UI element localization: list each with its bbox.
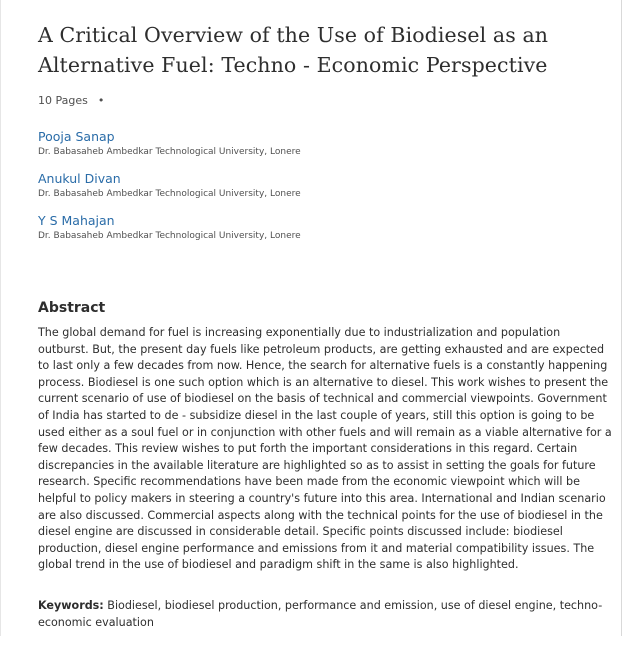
paper-title: A Critical Overview of the Use of Biodiesel as an Alternative Fuel: Techno - Economic Perspective [38,23,549,77]
abstract-heading: Abstract [38,300,106,316]
left-border [0,0,1,636]
keywords-label: Keywords: [38,599,104,612]
keywords [38,598,613,631]
author-item [38,171,610,201]
abstract-text: The global demand for fuel is increasing exponentially due to industrialization and population outburst. But, the present day fuels like petroleum products, are getting exhausted and are expected to last only a few decades from now. Hence, the search for alternative fuels is a constantly happening process. Biodiesel is one such option which is an alternative to diesel. This work wishes to present the current scenario of use of biodiesel on the basis of technical and commercial viewpoints. Government of India has started to de - subsidize diesel in the last couple of years, still this option is going to be used either as a soul fuel or in conjunction with other fuels and will remain as a viable alternative for a few decades. This review wishes to put forth the important considerations in this regard. Certain discrepancies in the available literature are highlighted so as to assist in setting the goals for future research. Specific recommendations have been made from the economic viewpoint which will be helpful to policy makers in steering a country's future into this area. International and Indian scenario are also discussed. Commercial aspects along with the technical points for the use of biodiesel in the diesel engine are discussed in considerable detail. Specific points discussed include: biodiesel production, diesel engine performance and emissions from it and material compatibility issues. The global trend in the use of biodiesel and paradigm shift in the same is also highlighted. [38,326,612,572]
paper-meta [38,94,610,107]
author-link-anukul-divan[interactable]: Anukul Divan [38,171,121,186]
author-link-y-s-mahajan[interactable]: Y S Mahajan [38,213,115,228]
author-affiliation: Dr. Babasaheb Ambedkar Technological University, Lonere [38,147,301,157]
author-item [38,213,610,243]
paper-page [38,20,612,629]
meta-separator: • [97,94,105,107]
author-list [38,129,610,243]
author-affiliation: Dr. Babasaheb Ambedkar Technological University, Lonere [38,231,301,241]
author-affiliation: Dr. Babasaheb Ambedkar Technological University, Lonere [38,189,301,199]
author-item [38,129,610,159]
page-count: 10 Pages [38,94,88,107]
author-link-pooja-sanap[interactable]: Pooja Sanap [38,129,115,144]
keywords-text: Biodiesel, biodiesel production, performance and emission, use of diesel engine, techno-economic evaluation [38,599,603,629]
